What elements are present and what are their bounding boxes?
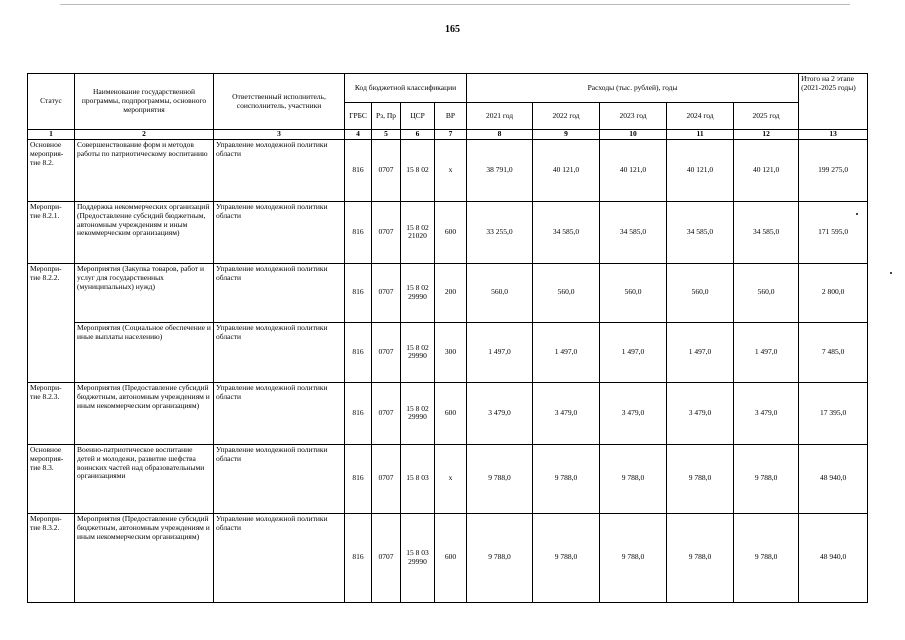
status-cell: Меропри-тие 8.3.2.	[28, 513, 75, 602]
year-2021-cell: 1 497,0	[467, 322, 533, 382]
vr-cell: х	[435, 444, 467, 513]
responsible-cell: Управление молодежной политики области	[214, 201, 345, 263]
rzpr-cell: 0707	[372, 382, 401, 444]
column-number: 12	[734, 130, 799, 140]
page-number: 165	[445, 24, 460, 35]
year-2023-cell: 1 497,0	[600, 322, 667, 382]
status-cell: Меропри-тие 8.2.3.	[28, 382, 75, 444]
column-number-row	[28, 130, 868, 140]
year-2025-cell: 34 585,0	[734, 201, 799, 263]
year-2023-cell: 9 788,0	[600, 444, 667, 513]
year-2024-cell: 40 121,0	[667, 139, 734, 201]
header-grbs: ГРБС	[345, 103, 372, 130]
year-2024-cell: 3 479,0	[667, 382, 734, 444]
header-2024: 2024 год	[667, 103, 734, 130]
year-2022-cell: 9 788,0	[533, 513, 600, 602]
vr-cell: 200	[435, 263, 467, 322]
column-number: 7	[435, 130, 467, 140]
responsible-cell: Управление молодежной политики области	[214, 444, 345, 513]
rzpr-cell: 0707	[372, 444, 401, 513]
table-row	[28, 139, 868, 201]
csr-cell: 15 8 02 29990	[401, 382, 435, 444]
column-number: 3	[214, 130, 345, 140]
grbs-cell: 816	[345, 382, 372, 444]
year-2024-cell: 9 788,0	[667, 444, 734, 513]
grbs-cell: 816	[345, 263, 372, 322]
csr-cell: 15 8 02 21020	[401, 201, 435, 263]
column-number: 9	[533, 130, 600, 140]
total-cell: 48 940,0	[799, 444, 868, 513]
activity-name-cell: Мероприятия (Предоставление субсидий бюджетным, автономным учреждениям и иным некоммерческим организациям)	[75, 382, 214, 444]
year-2021-cell: 9 788,0	[467, 513, 533, 602]
year-2023-cell: 9 788,0	[600, 513, 667, 602]
activity-name-cell: Мероприятия (Закупка товаров, работ и услуг для государственных (муниципальных) нужд)	[75, 263, 214, 322]
year-2025-cell: 560,0	[734, 263, 799, 322]
top-rule	[60, 4, 850, 5]
activity-name-cell: Военно-патриотическое воспитание детей и молодежи, развитие шефства воинских частей над образовательными организациями	[75, 444, 214, 513]
responsible-cell: Управление молодежной политики области	[214, 139, 345, 201]
year-2024-cell: 34 585,0	[667, 201, 734, 263]
year-2022-cell: 560,0	[533, 263, 600, 322]
csr-cell: 15 8 03	[401, 444, 435, 513]
vr-cell: 600	[435, 382, 467, 444]
year-2022-cell: 3 479,0	[533, 382, 600, 444]
status-cell: Основное мероприя-тие 8.2.	[28, 139, 75, 201]
header-expenses: Расходы (тыс. рублей), годы	[467, 74, 799, 103]
year-2024-cell: 9 788,0	[667, 513, 734, 602]
column-number: 1	[28, 130, 75, 140]
activity-name-cell: Поддержка некоммерческих организаций (Предоставление субсидий бюджетным, автономным учреждениям и иным некоммерческим организациям)	[75, 201, 214, 263]
year-2025-cell: 3 479,0	[734, 382, 799, 444]
year-2021-cell: 3 479,0	[467, 382, 533, 444]
status-cell: Меропри-тие 8.2.2.	[28, 263, 75, 382]
responsible-cell: Управление молодежной политики области	[214, 322, 345, 382]
year-2021-cell: 9 788,0	[467, 444, 533, 513]
header-2025: 2025 год	[734, 103, 799, 130]
rzpr-cell: 0707	[372, 513, 401, 602]
year-2022-cell: 9 788,0	[533, 444, 600, 513]
column-number: 11	[667, 130, 734, 140]
column-number: 13	[799, 130, 868, 140]
column-number: 8	[467, 130, 533, 140]
header-total: Итого на 2 этапе (2021-2025 годы)	[799, 74, 868, 130]
activity-name-cell: Мероприятия (Социальное обеспечение и иные выплаты населению)	[75, 322, 214, 382]
table-row	[28, 444, 868, 513]
table-row	[28, 513, 868, 602]
year-2022-cell: 1 497,0	[533, 322, 600, 382]
header-name: Наименование государственной программы, подпрограммы, основного мероприятия	[75, 74, 214, 130]
rzpr-cell: 0707	[372, 201, 401, 263]
table-row	[28, 322, 868, 382]
year-2024-cell: 1 497,0	[667, 322, 734, 382]
header-responsible: Ответственный исполнитель, соисполнитель, участники	[214, 74, 345, 130]
column-number: 2	[75, 130, 214, 140]
year-2023-cell: 34 585,0	[600, 201, 667, 263]
total-cell: 48 940,0	[799, 513, 868, 602]
column-number: 6	[401, 130, 435, 140]
csr-cell: 15 8 02 29990	[401, 322, 435, 382]
year-2021-cell: 33 255,0	[467, 201, 533, 263]
year-2023-cell: 3 479,0	[600, 382, 667, 444]
csr-cell: 15 8 03 29990	[401, 513, 435, 602]
total-cell: 199 275,0	[799, 139, 868, 201]
header-csr: ЦСР	[401, 103, 435, 130]
vr-cell: 300	[435, 322, 467, 382]
activity-name-cell: Совершенствование форм и методов работы по патриотическому воспитанию	[75, 139, 214, 201]
budget-table	[27, 73, 868, 603]
grbs-cell: 816	[345, 201, 372, 263]
responsible-cell: Управление молодежной политики области	[214, 263, 345, 322]
year-2025-cell: 9 788,0	[734, 513, 799, 602]
activity-name-cell: Мероприятия (Предоставление субсидий бюджетным, автономным учреждениям и иным некоммерческим организациям)	[75, 513, 214, 602]
header-vr: ВР	[435, 103, 467, 130]
scan-speck	[890, 272, 892, 274]
status-cell: Меропри-тие 8.2.1.	[28, 201, 75, 263]
year-2022-cell: 34 585,0	[533, 201, 600, 263]
responsible-cell: Управление молодежной политики области	[214, 382, 345, 444]
total-cell: 7 485,0	[799, 322, 868, 382]
grbs-cell: 816	[345, 444, 372, 513]
year-2024-cell: 560,0	[667, 263, 734, 322]
column-number: 10	[600, 130, 667, 140]
year-2022-cell: 40 121,0	[533, 139, 600, 201]
year-2025-cell: 9 788,0	[734, 444, 799, 513]
header-budget-code: Код бюджетной классификации	[345, 74, 467, 103]
year-2023-cell: 40 121,0	[600, 139, 667, 201]
year-2025-cell: 40 121,0	[734, 139, 799, 201]
csr-cell: 15 8 02 29990	[401, 263, 435, 322]
status-cell: Основное мероприя-тие 8.3.	[28, 444, 75, 513]
rzpr-cell: 0707	[372, 322, 401, 382]
table-row	[28, 382, 868, 444]
vr-cell: 600	[435, 513, 467, 602]
vr-cell: 600	[435, 201, 467, 263]
column-number: 5	[372, 130, 401, 140]
grbs-cell: 816	[345, 322, 372, 382]
vr-cell: х	[435, 139, 467, 201]
grbs-cell: 816	[345, 513, 372, 602]
total-cell: 2 800,0	[799, 263, 868, 322]
year-2021-cell: 38 791,0	[467, 139, 533, 201]
header-2021: 2021 год	[467, 103, 533, 130]
rzpr-cell: 0707	[372, 263, 401, 322]
year-2021-cell: 560,0	[467, 263, 533, 322]
table-row	[28, 263, 868, 322]
header-2022: 2022 год	[533, 103, 600, 130]
year-2023-cell: 560,0	[600, 263, 667, 322]
total-cell: 171 595,0	[799, 201, 868, 263]
csr-cell: 15 8 02	[401, 139, 435, 201]
grbs-cell: 816	[345, 139, 372, 201]
header-2023: 2023 год	[600, 103, 667, 130]
header-rzpr: Рз, Пр	[372, 103, 401, 130]
header-status: Статус	[28, 74, 75, 130]
column-number: 4	[345, 130, 372, 140]
rzpr-cell: 0707	[372, 139, 401, 201]
year-2025-cell: 1 497,0	[734, 322, 799, 382]
responsible-cell: Управление молодежной политики области	[214, 513, 345, 602]
total-cell: 17 395,0	[799, 382, 868, 444]
table-row	[28, 201, 868, 263]
